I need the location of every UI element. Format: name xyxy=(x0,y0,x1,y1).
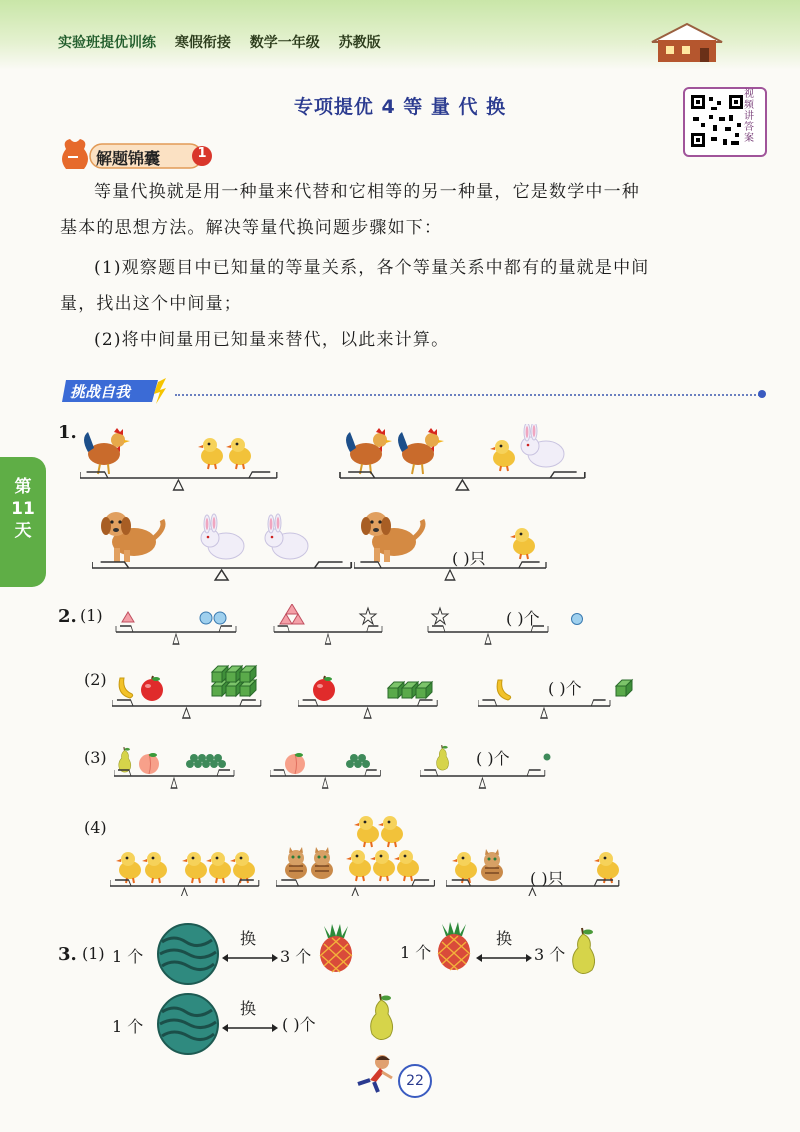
tip-paragraph-1: 等量代换就是用一种量来代替和它相等的另一种量，它是数学中一种 xyxy=(94,182,640,202)
rooster-icon xyxy=(84,428,130,474)
dotted-divider xyxy=(175,394,760,396)
banana-icon xyxy=(497,680,511,700)
rooster-icon xyxy=(398,428,444,474)
chick-icon xyxy=(452,852,477,883)
chick-icon xyxy=(116,852,141,883)
pineapple-icon xyxy=(318,922,356,978)
triangle-icon xyxy=(122,612,134,622)
runner-icon xyxy=(346,1054,402,1094)
tip-paragraph-2: 基本的思想方法。解决等量代换问题步骤如下： xyxy=(60,218,443,238)
header-edition: 苏教版 xyxy=(338,35,381,51)
dog-icon xyxy=(101,512,163,562)
chick-icon xyxy=(230,852,255,883)
chick-icon xyxy=(198,438,223,469)
peach-icon xyxy=(285,753,305,774)
q3-part-label: (1) xyxy=(82,944,105,963)
tip-paragraph-5: (2)将中间量用已知量来替代，以此来计算。 xyxy=(94,330,450,350)
q1-balance-b xyxy=(330,424,600,496)
divider-dot xyxy=(758,390,766,398)
qr-pattern-icon xyxy=(689,93,745,149)
header-grade: 数学一年级 xyxy=(249,35,320,51)
q3-row1b-left: 1 个 xyxy=(400,943,432,962)
pear-icon xyxy=(366,992,406,1046)
q3-row1-left: 1 个 xyxy=(112,947,144,966)
star-icon xyxy=(360,608,376,624)
cube-block-icon xyxy=(388,682,432,698)
q2-2-answer-blank[interactable]: ( )个 xyxy=(548,679,582,698)
apple-icon xyxy=(141,676,163,701)
header-text xyxy=(58,32,395,52)
rooster-icon xyxy=(346,428,392,474)
cat-icon xyxy=(311,847,333,879)
chick-icon xyxy=(370,850,395,881)
day-tab-text xyxy=(8,476,38,542)
q3-row1-right: 3 个 xyxy=(280,947,312,966)
rabbit-icon xyxy=(521,424,564,467)
tip-paragraph-3: (1)观察题目中已知量的等量关系，各个等量关系中都有的量就是中间 xyxy=(94,258,650,278)
q2-3-answer-blank[interactable]: ( )个 xyxy=(476,749,510,768)
q2-part1-label: (1) xyxy=(80,606,103,625)
q3-number: 3. xyxy=(58,944,77,965)
watermelon-icon xyxy=(156,992,222,1058)
q2-4-balance-b xyxy=(276,810,446,896)
q2-2-balance-a xyxy=(112,662,272,722)
circle-icon xyxy=(214,612,226,624)
q3-row1b-right: 3 个 xyxy=(534,945,566,964)
cube-icon xyxy=(614,678,634,698)
double-arrow-icon xyxy=(476,952,532,964)
page-number: 22 xyxy=(398,1064,432,1098)
circle-icon xyxy=(570,612,584,626)
q2-3-balance-a xyxy=(114,746,244,792)
chick-icon xyxy=(182,852,207,883)
double-arrow-icon xyxy=(222,952,278,964)
header-series: 实验班提优训练 xyxy=(58,35,156,51)
banana-icon xyxy=(119,678,133,698)
cat-icon xyxy=(481,849,503,881)
q2-part2-label: (2) xyxy=(84,670,107,689)
q3-exchange-2: 换 xyxy=(496,929,513,948)
triangle-stack-icon xyxy=(280,604,304,624)
q1-balance-c xyxy=(92,502,362,586)
q1-answer-blank[interactable]: ( )只 xyxy=(452,549,486,568)
chick-icon xyxy=(490,440,515,471)
chick-icon xyxy=(226,438,251,469)
day-tab-line2: 11 xyxy=(11,499,35,519)
header-subtitle: 寒假衔接 xyxy=(174,35,231,51)
circle-icon xyxy=(200,612,212,624)
q2-1-balance-b xyxy=(272,604,392,646)
cat-icon xyxy=(285,847,307,879)
rabbit-icon xyxy=(265,514,308,559)
q3-row2-left: 1 个 xyxy=(112,1017,144,1036)
q2-2-balance-b xyxy=(298,674,448,722)
chick-icon xyxy=(378,816,403,847)
peach-icon xyxy=(139,753,159,774)
day-tab-line3: 天 xyxy=(14,521,32,541)
chick-icon xyxy=(354,816,379,847)
house-icon xyxy=(648,20,726,64)
chick-icon xyxy=(394,850,419,881)
q2-part4-label: (4) xyxy=(84,818,107,837)
bead-row-icon xyxy=(186,754,226,768)
star-icon xyxy=(432,608,448,624)
pear-icon xyxy=(568,926,608,980)
chick-icon xyxy=(510,528,535,559)
tip-badge: 1 xyxy=(197,146,207,161)
q1-balance-a xyxy=(80,424,290,496)
chick-icon xyxy=(346,850,371,881)
q2-4-balance-a xyxy=(110,846,260,896)
q2-number: 2. xyxy=(58,606,77,627)
q3-exchange-1: 换 xyxy=(240,929,257,948)
q2-part3-label: (3) xyxy=(84,748,107,767)
pear-icon xyxy=(437,745,449,770)
day-tab-line1: 第 xyxy=(14,477,32,497)
rabbit-icon xyxy=(201,514,244,559)
q3-row2-answer-blank[interactable]: ( )个 xyxy=(282,1015,316,1034)
pineapple-icon xyxy=(436,920,474,976)
tip-paragraph-4: 量，找出这个中间量； xyxy=(60,294,242,314)
bead-row-icon xyxy=(346,754,370,768)
q2-1-answer-blank[interactable]: ( )个 xyxy=(506,609,540,628)
bead-icon xyxy=(542,752,552,762)
q1-number: 1. xyxy=(58,422,77,443)
cube-block-icon xyxy=(212,666,256,696)
q3-exchange-3: 换 xyxy=(240,999,257,1018)
double-arrow-icon xyxy=(222,1022,278,1034)
watermelon-icon xyxy=(156,922,222,988)
q1-balance-d xyxy=(354,502,554,586)
chick-icon xyxy=(142,852,167,883)
page-title: 专项提优 4 等 量 代 换 xyxy=(293,96,507,118)
chick-icon xyxy=(594,852,619,883)
tip-label: 解题锦囊 xyxy=(96,149,161,168)
q2-1-balance-a xyxy=(114,610,244,646)
pear-icon xyxy=(119,747,131,772)
q2-4-answer-blank[interactable]: ( )只 xyxy=(530,869,564,888)
chick-icon xyxy=(206,852,231,883)
challenge-label: 挑战自我 xyxy=(70,383,131,401)
qr-label: 视频讲答案 xyxy=(744,89,754,144)
dog-icon xyxy=(361,512,423,562)
apple-icon xyxy=(313,676,335,701)
q2-3-balance-b xyxy=(270,746,390,792)
